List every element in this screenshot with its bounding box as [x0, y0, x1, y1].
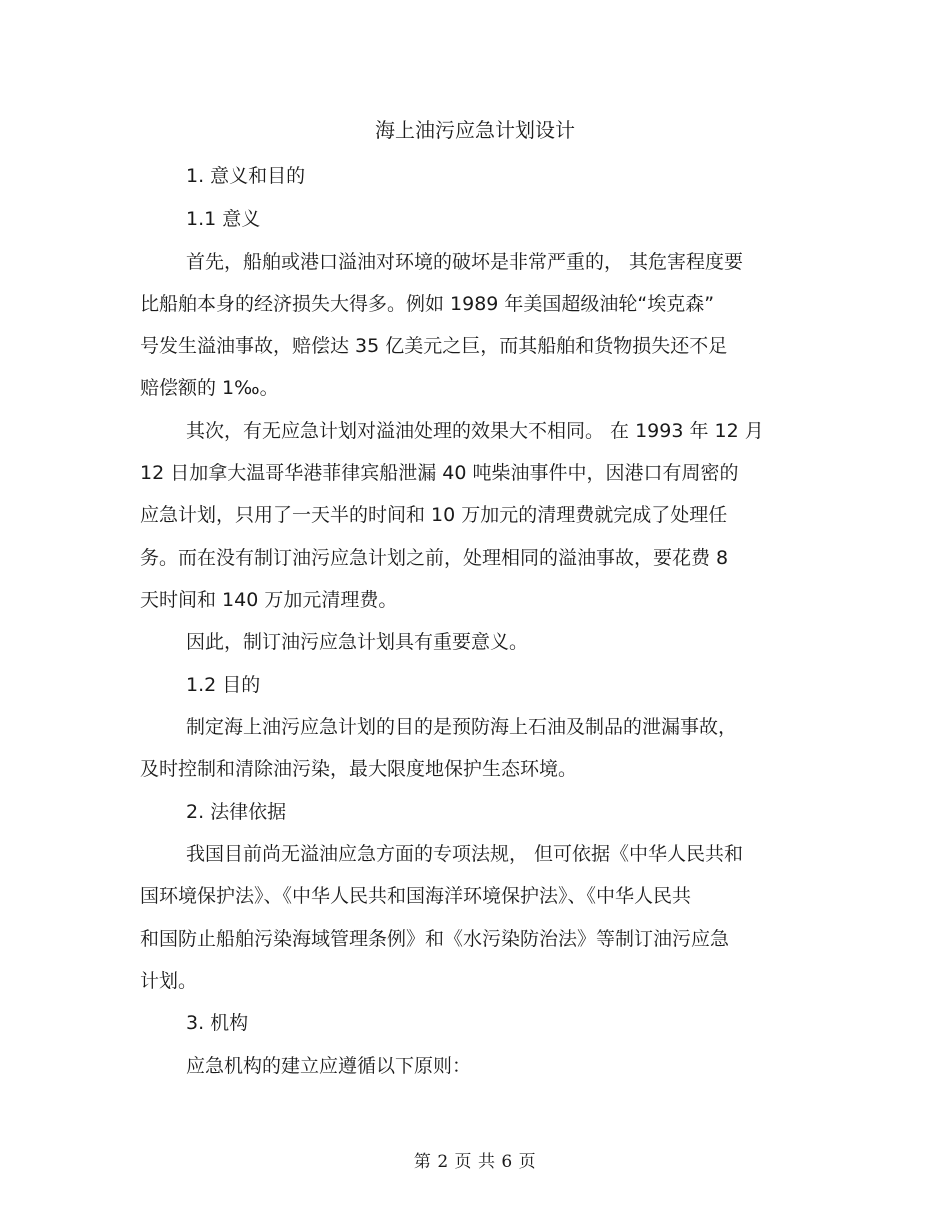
heading-2: 2. 法律依据 [186, 801, 287, 823]
paragraph-line: 应急机构的建立应遵循以下原则： [186, 1055, 472, 1077]
page-number-footer: 第 2 页 共 6 页 [413, 1152, 537, 1172]
paragraph-line: 天时间和 140 万加元清理费。 [140, 589, 398, 611]
heading-3: 3. 机构 [186, 1012, 249, 1034]
paragraph-line: 比船舶本身的经济损失大得多。例如 1989 年美国超级油轮“埃克森” [140, 293, 715, 315]
paragraph-line: 和国防止船舶污染海域管理条例》和《水污染防治法》等制订油污应急 [140, 928, 730, 950]
paragraph-line: 务。而在没有制订油污应急计划之前，处理相同的溢油事故，要花费 8 [140, 547, 729, 569]
paragraph-line: 其次，有无应急计划对溢油处理的效果大不相同。 在 1993 年 12 月 [186, 420, 764, 442]
heading-1-2: 1.2 目的 [186, 674, 261, 696]
paragraph-line: 应急计划，只用了一天半的时间和 10 万加元的清理费就完成了处理任 [140, 504, 728, 526]
paragraph-line: 因此，制订油污应急计划具有重要意义。 [186, 631, 529, 653]
paragraph-line: 首先，船舶或港口溢油对环境的破坏是非常严重的， 其危害程度要 [186, 251, 744, 273]
paragraph-line: 12 日加拿大温哥华港菲律宾船泄漏 40 吨柴油事件中，因港口有周密的 [140, 462, 739, 484]
paragraph-line: 计划。 [140, 970, 198, 992]
heading-1: 1. 意义和目的 [186, 165, 306, 187]
paragraph-line: 及时控制和清除油污染，最大限度地保护生态环境。 [140, 758, 578, 780]
paragraph-line: 制定海上油污应急计划的目的是预防海上石油及制品的泄漏事故， [186, 716, 738, 738]
paragraph-line: 号发生溢油事故，赔偿达 35 亿美元之巨，而其船舶和货物损失还不足 [140, 335, 728, 357]
document-title: 海上油污应急计划设计 [375, 118, 575, 142]
paragraph-line: 我国目前尚无溢油应急方面的专项法规， 但可依据《中华人民共和 [186, 843, 744, 865]
paragraph-line: 国环境保护法》、《中华人民共和国海洋环境保护法》、《中华人民共 [140, 885, 692, 907]
paragraph-line: 赔偿额的 1‰。 [140, 377, 279, 399]
heading-1-1: 1.1 意义 [186, 208, 261, 230]
